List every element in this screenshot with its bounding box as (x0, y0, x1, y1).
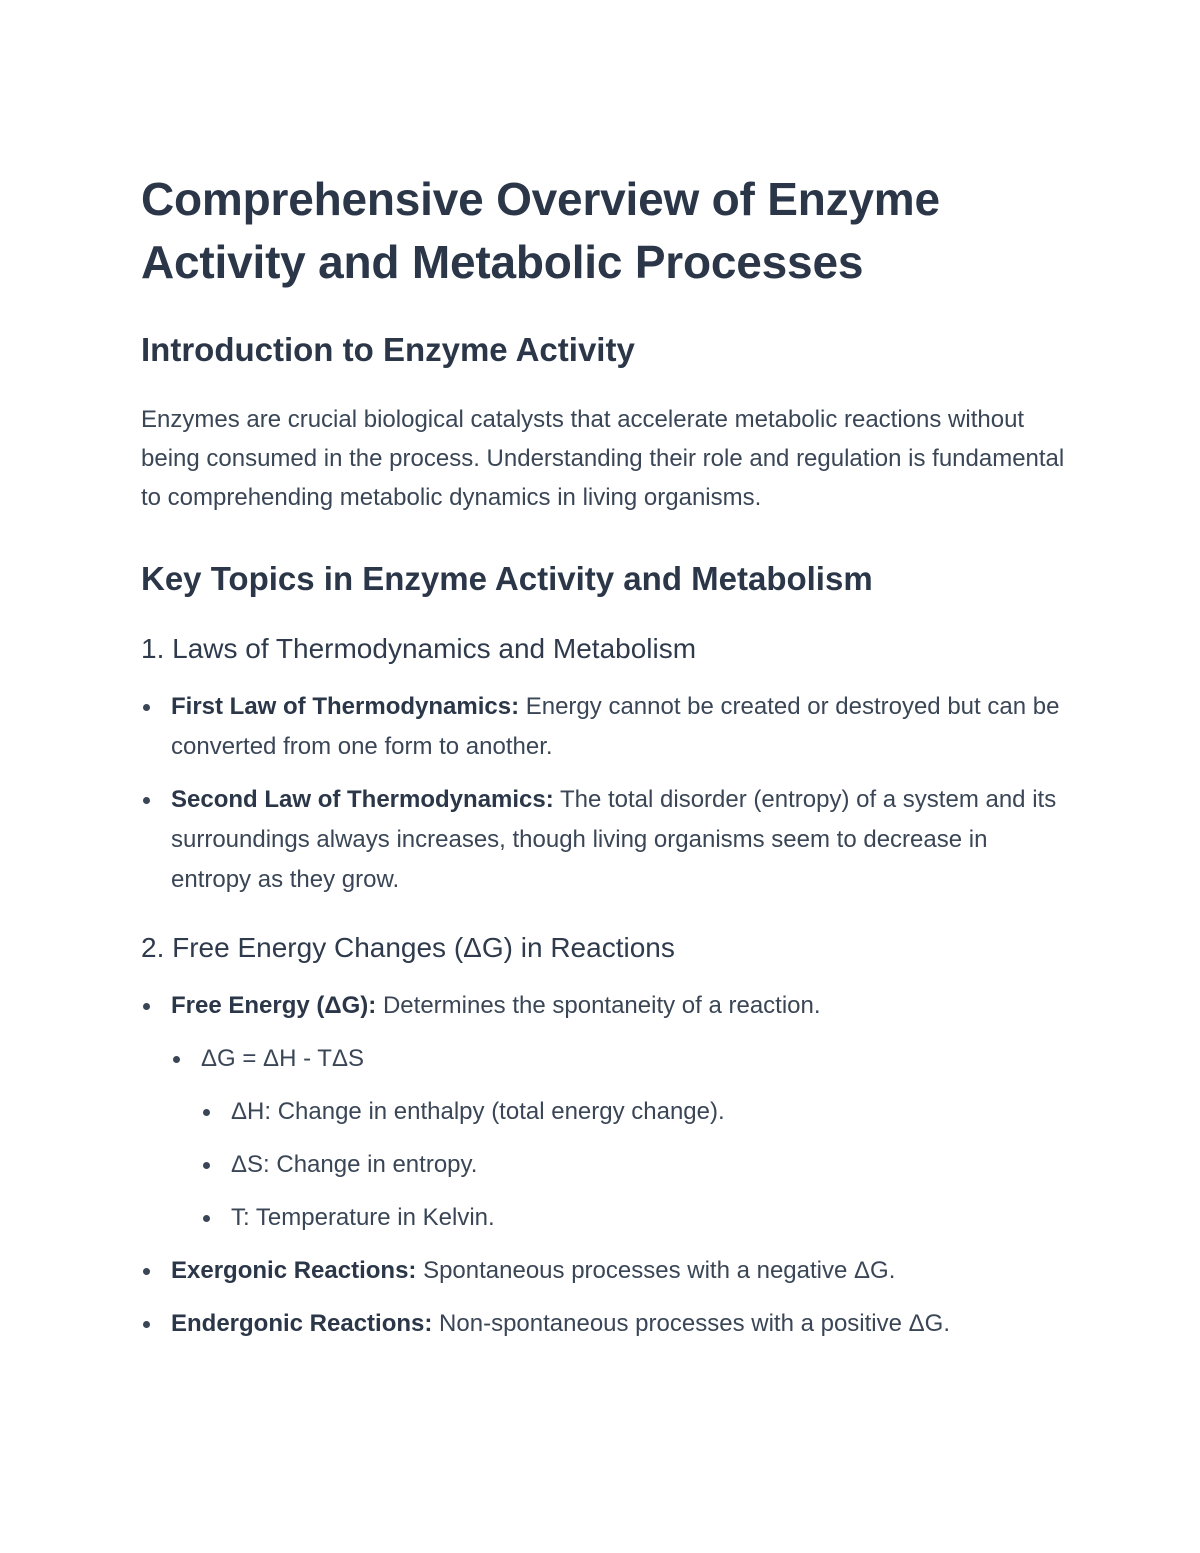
bullet-icon (203, 1215, 210, 1222)
bullet-icon (203, 1109, 210, 1116)
definition-item (201, 1198, 1071, 1238)
list-item-text: Energy cannot be created or destroyed but can be converted from one form to another. (171, 693, 1060, 760)
document-title: Comprehensive Overview of Enzyme Activity and Metabolic Processes (141, 173, 940, 288)
list-item-text: Non-spontaneous processes with a positive ΔG. (432, 1310, 951, 1337)
section-2-list (141, 986, 1071, 1344)
list-item (141, 780, 1071, 900)
list-item (141, 687, 1071, 767)
definition-text: ΔS: Change in entropy. (231, 1151, 478, 1178)
intro-heading: Introduction to Enzyme Activity (141, 331, 635, 368)
definition-text: T: Temperature in Kelvin. (231, 1204, 495, 1231)
document-page (141, 168, 1071, 1357)
list-item (141, 986, 1071, 1238)
list-item (141, 1251, 1071, 1291)
definition-item (201, 1092, 1071, 1132)
equation-list (171, 1039, 1071, 1238)
list-item-term: Free Energy (ΔG): (171, 992, 377, 1019)
section-2-heading: 2. Free Energy Changes (ΔG) in Reactions (141, 932, 675, 963)
definition-text: ΔH: Change in enthalpy (total energy change). (231, 1098, 725, 1125)
equation-item (171, 1039, 1071, 1238)
intro-paragraph: Enzymes are crucial biological catalysts that accelerate metabolic reactions without being consumed in the process. Understanding their role and regulation is fundamental to comprehending metabolic dynamics in living organisms. (141, 406, 1065, 511)
section-1-list (141, 687, 1071, 900)
list-item-term: Exergonic Reactions: (171, 1257, 417, 1284)
bullet-icon (143, 797, 150, 804)
list-item-text: The total disorder (entropy) of a system and its surroundings always increases, though living organisms seem to decrease in entropy as they grow. (171, 786, 1057, 893)
list-item-term: First Law of Thermodynamics: (171, 693, 520, 720)
equation-text: ΔG = ΔH - TΔS (201, 1045, 365, 1072)
bullet-icon (173, 1056, 180, 1063)
list-item-text: Determines the spontaneity of a reaction. (376, 992, 821, 1019)
bullet-icon (203, 1162, 210, 1169)
list-item-text: Spontaneous processes with a negative ΔG. (416, 1257, 896, 1284)
bullet-icon (143, 1268, 150, 1275)
bullet-icon (143, 1321, 150, 1328)
key-topics-heading: Key Topics in Enzyme Activity and Metabolism (141, 560, 873, 597)
bullet-icon (143, 1003, 150, 1010)
definition-item (201, 1145, 1071, 1185)
list-item-term: Second Law of Thermodynamics: (171, 786, 554, 813)
bullet-icon (143, 704, 150, 711)
list-item-term: Endergonic Reactions: (171, 1310, 433, 1337)
list-item (141, 1304, 1071, 1344)
section-1-heading: 1. Laws of Thermodynamics and Metabolism (141, 633, 697, 664)
definition-list (201, 1092, 1071, 1238)
